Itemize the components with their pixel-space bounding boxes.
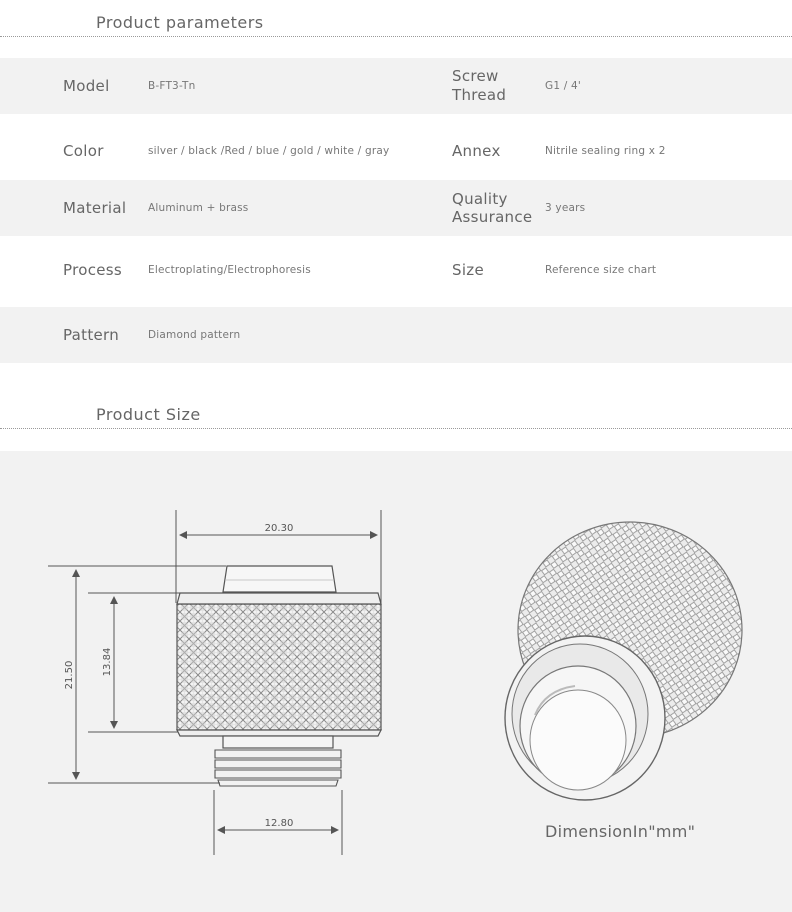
size-label: Size — [452, 261, 484, 279]
dim-height-body: 13.84 — [102, 647, 113, 677]
dimension-caption: DimensionIn"mm" — [545, 822, 696, 841]
pattern-label: Pattern — [63, 326, 120, 344]
annex-label: Annex — [452, 142, 501, 160]
dim-width-bottom: 12.80 — [264, 818, 294, 829]
process-label: Process — [63, 261, 123, 279]
annex-value: Nitrile sealing ring x 2 — [545, 145, 666, 157]
quality-label-1: Quality — [452, 190, 508, 208]
screw-thread-value: G1 / 4' — [545, 80, 581, 92]
quality-label-2: Assurance — [452, 208, 533, 226]
pattern-value: Diamond pattern — [148, 329, 241, 341]
model-value: B-FT3-Tn — [148, 80, 196, 92]
screw-thread-label-2: Thread — [452, 86, 507, 104]
material-label: Material — [63, 199, 127, 217]
process-value: Electroplating/Electrophoresis — [148, 264, 311, 276]
material-value: Aluminum + brass — [148, 202, 249, 214]
section-title-parameters: Product parameters — [96, 13, 264, 32]
section-title-size: Product Size — [96, 405, 201, 424]
size-value: Reference size chart — [545, 264, 657, 276]
color-label: Color — [63, 142, 104, 160]
quality-value: 3 years — [545, 202, 586, 214]
model-label: Model — [63, 77, 110, 95]
screw-thread-label-1: Screw — [452, 67, 499, 85]
perspective-view — [505, 522, 742, 800]
dim-width-top: 20.30 — [264, 523, 294, 534]
side-view — [177, 566, 381, 786]
color-value: silver / black /Red / blue / gold / white / gray — [148, 145, 390, 157]
dim-height-total: 21.50 — [64, 660, 75, 690]
